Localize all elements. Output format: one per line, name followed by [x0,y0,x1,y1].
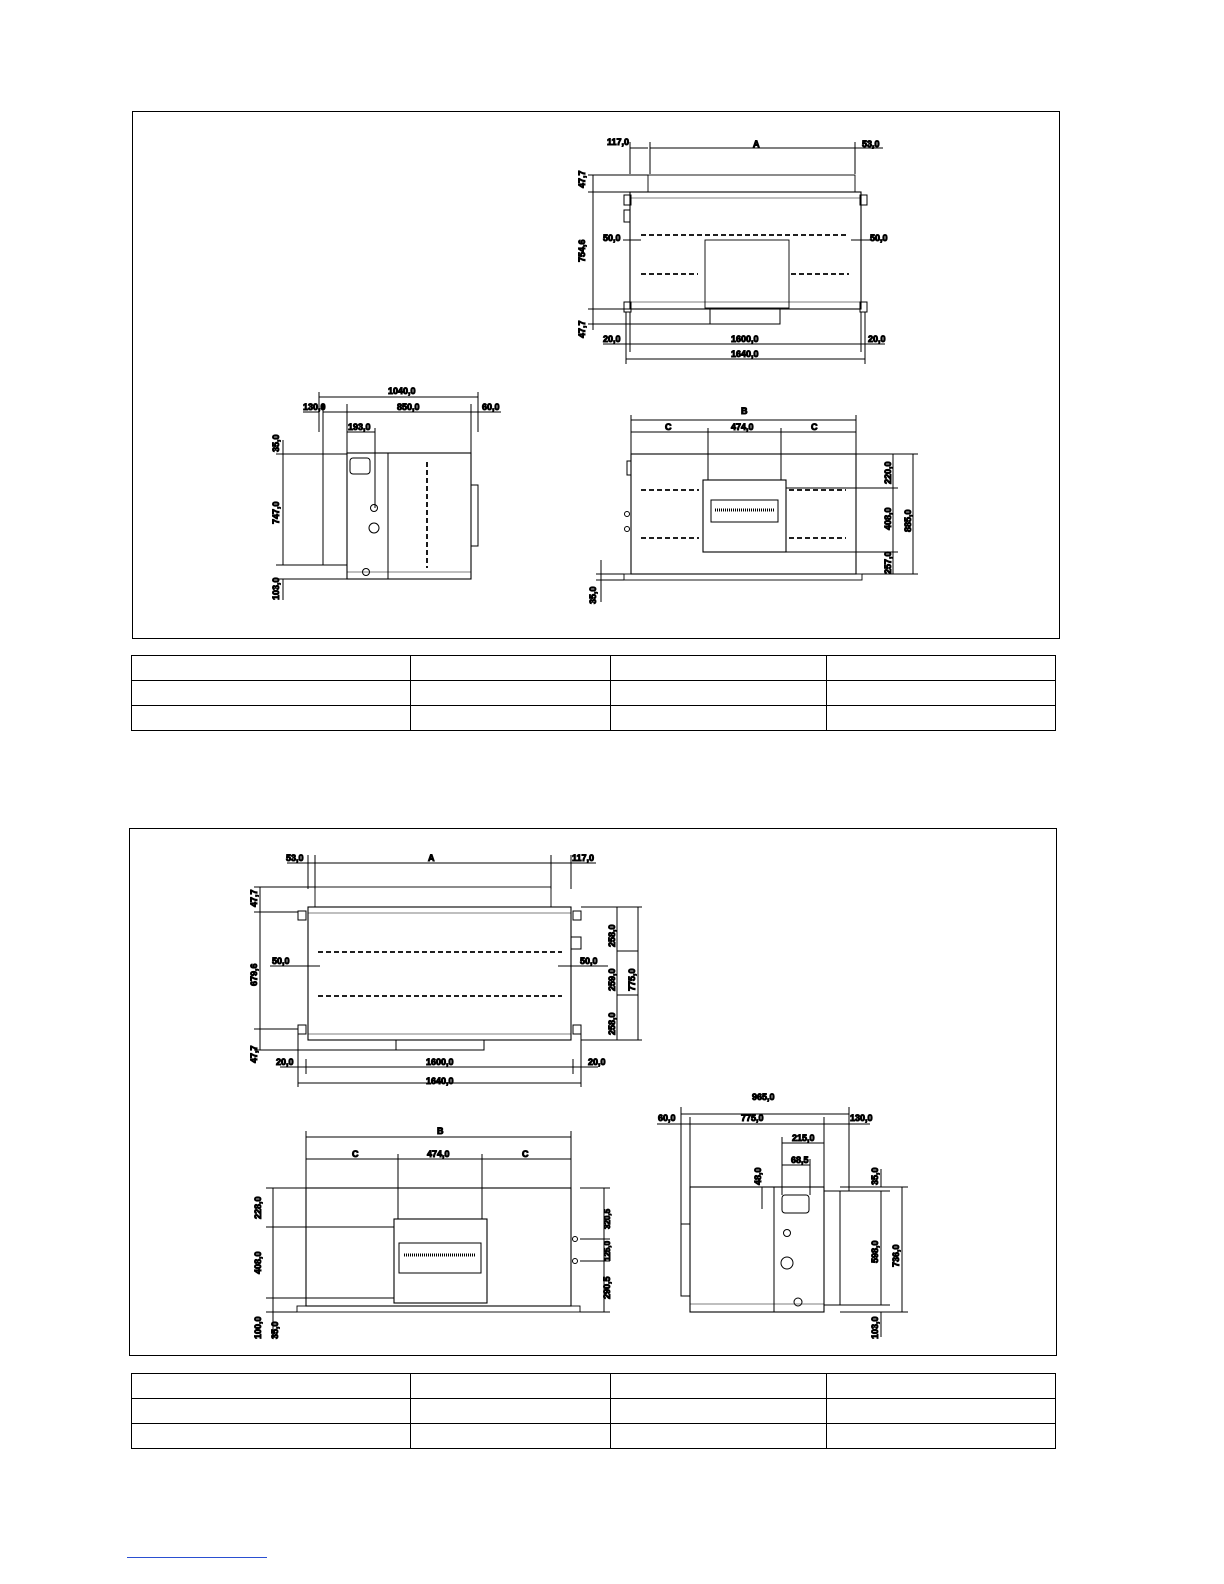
table-cell [132,1374,411,1399]
dim-label-a: A [753,139,760,149]
dim-seg-1: 258,0 [607,924,617,947]
top-view-2 [254,855,642,1087]
table-cell [132,1424,411,1449]
dim-label-b: B [741,406,748,416]
dim-label-c-left: C [665,422,672,432]
dim-top-offset: 47,7 [249,889,259,907]
table-row [132,681,1056,706]
table-cell [827,1424,1056,1449]
table-row [132,1399,1056,1424]
spec-table-1 [131,655,1056,731]
dim-length-total: 1640,0 [426,1076,454,1086]
table-cell [411,1374,611,1399]
dim-seg-3: 258,0 [607,1012,617,1035]
dim-front-bottom: 257,0 [883,551,893,574]
table-cell [827,1374,1056,1399]
dim-middle-part: 775,0 [741,1113,764,1123]
table-row [132,656,1056,681]
table-cell [827,1399,1056,1424]
dim-seg-2: 259,0 [607,968,617,991]
dim-right-part: 130,0 [850,1113,873,1123]
dim-pipe-top: 320,5 [603,1208,612,1229]
dim-top-right-offset: 53,0 [862,139,880,149]
dim-foot-left: 20,0 [276,1057,294,1067]
dim-front-top: 228,0 [253,1196,263,1219]
technical-drawing-2 [130,829,1056,1355]
dim-front-bottom: 100,0 [253,1316,263,1339]
table-cell [827,656,1056,681]
table-cell [411,681,611,706]
dim-top-offset: 47,7 [577,170,587,188]
table-cell [611,706,827,731]
dim-panel-offset: 193,0 [348,422,371,432]
dim-right-inset: 50,0 [580,956,598,966]
table-cell [827,706,1056,731]
dim-foot-right: 20,0 [588,1057,606,1067]
dim-left-inset: 50,0 [272,956,290,966]
table-cell [132,706,411,731]
dim-side-bottom-offset: 103,0 [870,1316,880,1339]
table-cell [611,656,827,681]
dim-side-top-offset: 35,0 [870,1167,880,1185]
dim-label-b: B [437,1126,444,1136]
dim-left-inset: 50,0 [603,233,621,243]
dim-panel-width: 68,5 [791,1155,809,1165]
dim-top-right-offset: 117,0 [572,853,595,863]
dim-top-left-offset: 53,0 [286,853,304,863]
dim-foot-left: 20,0 [603,334,621,344]
table-cell [611,1374,827,1399]
table-row [132,706,1056,731]
table-cell [411,706,611,731]
table-cell [411,1424,611,1449]
dim-panel-top: 48,0 [753,1167,763,1185]
dim-front-base-offset: 35,0 [270,1321,280,1339]
dim-side-top-offset: 35,0 [271,434,281,452]
table-cell [132,656,411,681]
dim-seg-total: 775,0 [627,968,637,991]
table-cell [611,1424,827,1449]
dim-front-total: 885,0 [903,509,913,532]
dim-front-mid: 408,0 [883,507,893,530]
dim-outlet-width: 474,0 [427,1149,450,1159]
dim-side-total-height: 736,0 [891,1244,901,1267]
drawing-frame-1 [132,111,1060,639]
dim-side-height: 747,0 [271,501,281,524]
dim-front-top: 220,0 [883,461,893,484]
dim-right-part: 60,0 [482,402,500,412]
top-view-1 [588,142,885,364]
dim-left-part: 130,0 [303,402,326,412]
dim-pipe-bottom: 290,5 [602,1276,612,1299]
table-row [132,1424,1056,1449]
dim-right-inset: 50,0 [870,233,888,243]
dim-label-a: A [428,853,435,863]
dim-bottom-offset: 47,7 [249,1045,259,1063]
dim-side-height: 598,0 [870,1240,880,1263]
dim-foot-right: 20,0 [868,334,886,344]
table-cell [827,681,1056,706]
footer-rule [127,1557,267,1558]
dim-height: 679,6 [249,963,259,986]
dim-length-inner: 1600,0 [426,1057,454,1067]
side-view-2 [657,1107,908,1337]
dim-height: 754,6 [577,239,587,262]
front-view-1 [596,415,918,602]
dim-left-part: 60,0 [658,1113,676,1123]
dim-front-base-offset: 35,0 [588,586,598,604]
dim-length-total: 1640,0 [731,349,759,359]
dim-top-left-offset: 117,0 [607,137,630,147]
table-cell [611,681,827,706]
dim-panel-offset: 215,0 [792,1133,815,1143]
dim-label-c-right: C [811,422,818,432]
dim-length-inner: 1600,0 [731,334,759,344]
dim-middle-part: 850,0 [397,402,420,412]
dim-depth-total: 1040,0 [388,386,416,396]
front-view-2 [266,1131,610,1337]
table-cell [411,1399,611,1424]
table-cell [132,681,411,706]
drawing-frame-2 [129,828,1057,1356]
dim-outlet-width: 474,0 [731,422,754,432]
table-cell [411,656,611,681]
dim-label-c-right: C [522,1149,529,1159]
table-cell [611,1399,827,1424]
dim-label-c-left: C [352,1149,359,1159]
technical-drawing-1 [133,112,1059,638]
dim-depth-total: 965,0 [752,1092,775,1102]
side-view-1 [276,392,501,600]
dim-side-bottom-offset: 103,0 [271,577,281,600]
dim-bottom-offset: 47,7 [577,320,587,338]
table-row [132,1374,1056,1399]
dim-front-mid: 408,0 [253,1251,263,1274]
table-cell [132,1399,411,1424]
dim-pipe-mid: 125,0 [603,1240,612,1261]
spec-table-2 [131,1373,1056,1449]
